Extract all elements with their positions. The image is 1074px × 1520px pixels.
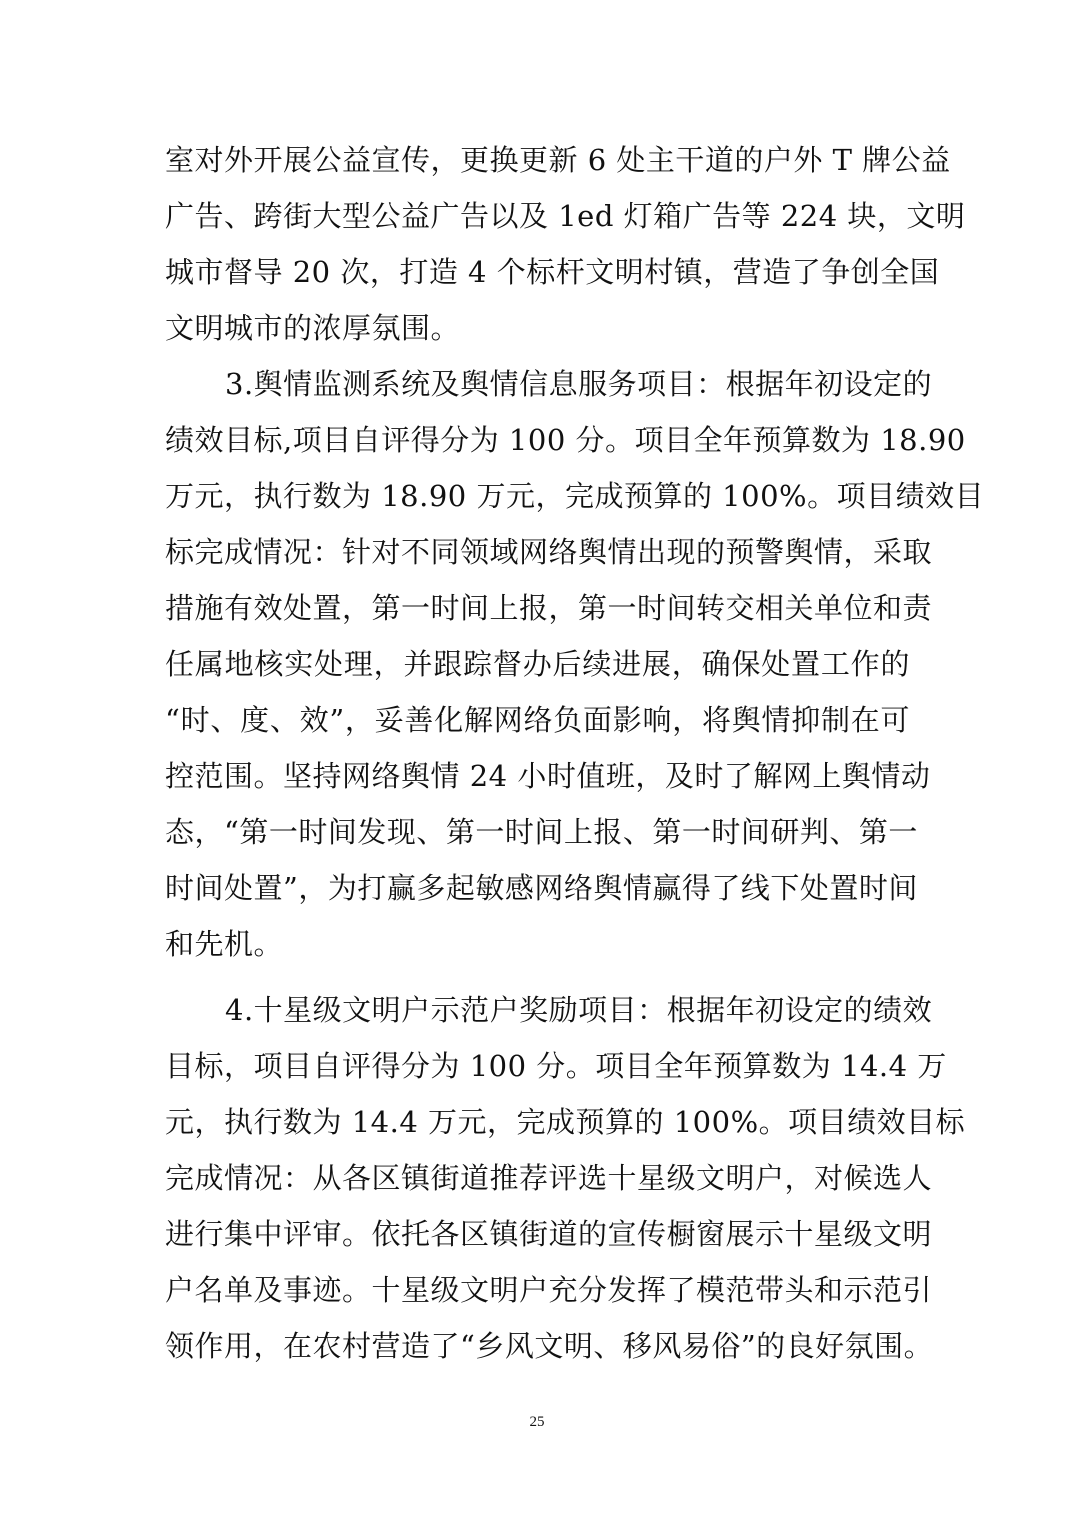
text-line: 领作用，在农村营造了“乡风文明、移风易俗”的良好氛围。 — [165, 1329, 934, 1363]
text-line: 文明城市的浓厚氛围。 — [165, 311, 461, 345]
text-line: 和先机。 — [165, 927, 284, 961]
text-line: 城市督导 20 次，打造 4 个标杆文明村镇，营造了争创全国 — [165, 255, 940, 289]
text-line: 进行集中评审。依托各区镇街道的宣传橱窗展示十星级文明 — [165, 1217, 933, 1251]
text-line: 标完成情况：针对不同领域网络舆情出现的预警舆情，采取 — [165, 535, 933, 569]
page-number: 25 — [529, 1414, 545, 1430]
paragraph-first-line: 3.舆情监测系统及舆情信息服务项目：根据年初设定的 — [225, 367, 933, 401]
text-line: 措施有效处置，第一时间上报，第一时间转交相关单位和责 — [165, 591, 933, 625]
text-line: 绩效目标,项目自评得分为 100 分。项目全年预算数为 18.90 — [165, 423, 966, 457]
paragraph-first-line: 4.十星级文明户示范户奖励项目：根据年初设定的绩效 — [225, 993, 933, 1027]
text-line: “时、度、效”，妥善化解网络负面影响，将舆情抑制在可 — [165, 703, 910, 737]
text-line: 任属地核实处理，并跟踪督办后续进展，确保处置工作的 — [165, 647, 910, 681]
text-line: 目标，项目自评得分为 100 分。项目全年预算数为 14.4 万 — [165, 1049, 947, 1083]
text-line: 元，执行数为 14.4 万元，完成预算的 100%。项目绩效目标 — [165, 1105, 966, 1139]
text-line: 时间处置”，为打赢多起敏感网络舆情赢得了线下处置时间 — [165, 871, 918, 905]
text-line: 完成情况：从各区镇街道推荐评选十星级文明户，对候选人 — [165, 1161, 933, 1195]
text-line: 广告、跨街大型公益广告以及 1ed 灯箱广告等 224 块，文明 — [165, 199, 966, 233]
text-line: 室对外开展公益宣传，更换更新 6 处主干道的户外 T 牌公益 — [165, 143, 951, 177]
text-line: 户名单及事迹。十星级文明户充分发挥了模范带头和示范引 — [165, 1273, 933, 1307]
text-line: 万元，执行数为 18.90 万元，完成预算的 100%。项目绩效目 — [165, 479, 985, 513]
text-line: 控范围。坚持网络舆情 24 小时值班，及时了解网上舆情动 — [165, 759, 931, 793]
text-line: 态，“第一时间发现、第一时间上报、第一时间研判、第一 — [165, 815, 918, 849]
